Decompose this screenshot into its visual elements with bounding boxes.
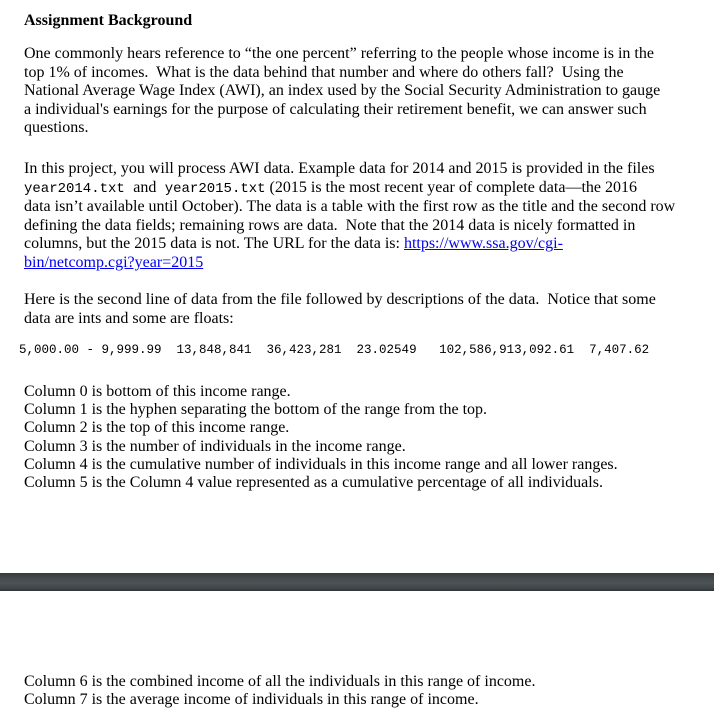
text-run: Here is the second line of data from the file followed by descriptions of the data. Notice that some: [24, 291, 656, 308]
text-run: One commonly hears reference to “the one percent” referring to the people whose income is in the: [24, 45, 654, 62]
text-line: Column 0 is bottom of this income range.: [24, 383, 291, 400]
text-line: [24, 291, 656, 310]
text-line: Column 7 is the average income of individuals in this range of income.: [24, 691, 479, 709]
text-line: Column 5 is the Column 4 value represented as a cumulative percentage of all individuals.: [24, 474, 603, 492]
text-run: data isn’t available until October). The data is a table with the first row as the title and the second row: [24, 198, 676, 216]
text-line: [24, 45, 660, 64]
text-run: top 1% of incomes. What is the data behind that number and where do others fall? Using the: [24, 63, 624, 81]
text-run: (2015 is the most recent year of complete data—the 2016: [265, 178, 637, 196]
text-run: data are ints and some are floats:: [24, 309, 234, 327]
paragraph-project-description: [24, 160, 675, 273]
column-descriptions-page1: [24, 383, 618, 492]
text-line: Column 4 is the cumulative number of individuals in this income range and all lower ranges.: [24, 455, 618, 473]
text-line: [24, 160, 675, 179]
heading-assignment-background: Assignment Background: [24, 12, 193, 29]
text-line: [24, 217, 675, 236]
text-run: questions.: [24, 119, 89, 137]
text-line: [24, 235, 675, 254]
text-line: Column 6 is the combined income of all the individuals in this range of income.: [24, 673, 536, 690]
ssa-data-url-link[interactable]: https://www.ssa.gov/cgi-: [403, 235, 563, 253]
page-break-divider: [0, 573, 714, 591]
text-line: Column 3 is the number of individuals in the income range.: [24, 437, 406, 455]
text-line: [24, 198, 675, 217]
text-run: defining the data fields; remaining rows are data. Note that the 2014 data is nicely formatted in: [24, 216, 636, 234]
text-run: a individual's earnings for the purpose of calculating their retirement benefit, we can answer such: [24, 100, 647, 118]
text-run: In this project, you will process AWI data. Example data for 2014 and 2015 is provided in the files: [24, 160, 655, 177]
paragraph-intro: [24, 45, 660, 138]
text-line: [24, 101, 660, 120]
column-descriptions-page2: [24, 673, 535, 710]
text-line: [24, 179, 675, 199]
text-run: columns, but the 2015 data is not. The URL for the data is:: [24, 235, 404, 253]
filename-mono-run: year2015.txt: [156, 180, 266, 197]
text-line: [24, 254, 675, 273]
text-line: [24, 119, 660, 138]
ssa-data-url-link[interactable]: bin/netcomp.cgi?year=2015: [24, 253, 204, 271]
text-run: and: [133, 178, 157, 196]
sample-data-line: 5,000.00 - 9,999.99 13,848,841 36,423,281 23.02549 102,586,913,092.61 7,407.62: [19, 343, 650, 357]
text-line: Column 2 is the top of this income range.: [24, 419, 290, 437]
text-line: Column 1 is the hyphen separating the bottom of the range from the top.: [24, 401, 488, 419]
text-line: [24, 310, 656, 329]
filename-mono-run: year2014.txt: [24, 180, 134, 197]
paragraph-second-line-intro: [24, 291, 656, 328]
text-line: [24, 64, 660, 83]
text-run: National Average Wage Index (AWI), an index used by the Social Security Administration to gauge: [24, 82, 661, 100]
text-line: [24, 82, 660, 101]
